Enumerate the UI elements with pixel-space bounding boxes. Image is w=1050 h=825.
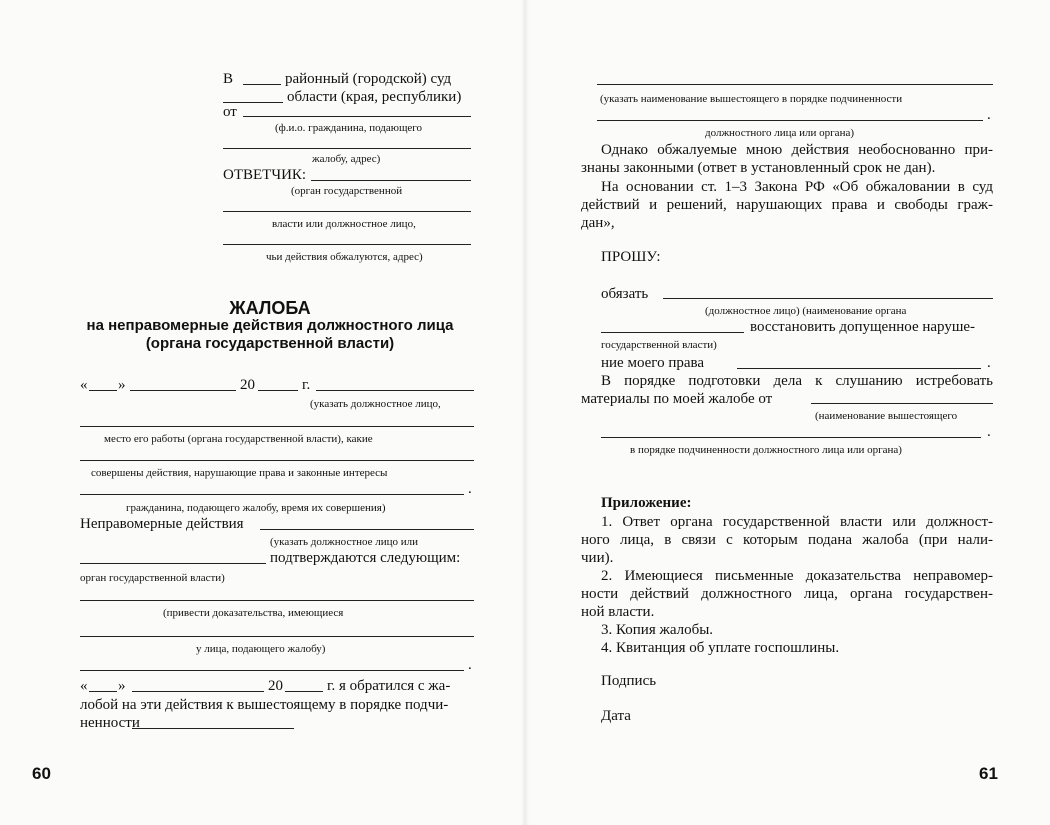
dot-r2: .	[987, 355, 991, 371]
caption-workplace: место его работы (органа государственной власти), какие	[104, 433, 373, 445]
quote2-close: »	[118, 678, 126, 694]
document-subtitle-2: (органа государственной власти)	[145, 335, 395, 352]
violation-field[interactable]	[737, 368, 981, 369]
appendix-item-1-line-3: чии).	[581, 550, 614, 566]
caption-subordination: в порядке подчиненности должностного лица или органа)	[630, 444, 902, 456]
caption-official: (указать должностное лицо,	[310, 398, 441, 410]
page-number-left: 60	[32, 764, 51, 783]
paragraph-3-line-1: В порядке подготовки дела к слушанию истребовать	[601, 373, 993, 389]
caption-whose: чьи действия обжалуются, адрес)	[266, 251, 423, 263]
appendix-item-2-line-3: ной власти.	[581, 604, 655, 620]
month-field[interactable]	[130, 390, 236, 391]
page-number-right: 61	[979, 764, 998, 783]
paragraph-3-line-2: материалы по моей жалобе от	[581, 391, 773, 407]
quote-close: »	[118, 377, 126, 393]
applicant-field[interactable]	[243, 116, 471, 117]
caption-committed: совершены действия, нарушающие права и законные интересы	[91, 467, 388, 479]
paragraph-1-line-1: Однако обжалуемые мною действия необоснованно при-	[601, 142, 993, 158]
evidence-field-3[interactable]	[80, 670, 464, 671]
document-subtitle: на неправомерные действия должностного лица	[86, 317, 454, 334]
caption-organ-power: орган государственной власти)	[80, 572, 225, 584]
header-region: области (края, республики)	[287, 89, 462, 105]
organ-field[interactable]	[601, 332, 744, 333]
applicant-field-2[interactable]	[223, 148, 471, 149]
appendix-item-1-line-1: 1. Ответ органа государственной власти или должност-	[601, 514, 993, 530]
day-field[interactable]	[89, 390, 117, 391]
evidence-field[interactable]	[80, 600, 474, 601]
header-from: от	[223, 104, 237, 120]
workplace-field[interactable]	[80, 426, 474, 427]
caption-at-person: у лица, подающего жалобу)	[196, 643, 326, 655]
right-page	[525, 0, 1050, 825]
restore-text: восстановить допущенное наруше-	[750, 319, 976, 335]
dot-r1: .	[987, 107, 991, 123]
appendix-item-2-line-2: ности действий должностного лица, органа государствен-	[581, 586, 993, 602]
quote-open: «	[80, 377, 88, 393]
appeal-year-prefix: 20	[268, 678, 283, 694]
dot-r3: .	[987, 424, 991, 440]
subordination-text: ненности	[80, 715, 140, 731]
appendix-item-1-line-2: ного лица, в связи с которым подана жалоба (при нали-	[581, 532, 993, 548]
oblige-field[interactable]	[663, 298, 993, 299]
appendix-item-4: 4. Квитанция об уплате госпошлины.	[601, 640, 840, 656]
violation-text: ние моего права	[601, 355, 705, 371]
document-title: ЖАЛОБА	[229, 298, 311, 318]
year-prefix: 20	[240, 377, 255, 393]
quote2-open: «	[80, 678, 88, 694]
header-v: В	[223, 71, 234, 87]
higher-authority-field[interactable]	[132, 728, 294, 729]
caption-official-organ: должностного лица или органа)	[705, 127, 854, 139]
caption-citizen: гражданина, подающего жалобу, время их совершения)	[126, 502, 386, 514]
respondent-field[interactable]	[311, 180, 471, 181]
caption-organ: (орган государственной	[291, 185, 403, 197]
signature-label: Подпись	[601, 673, 657, 689]
higher-official-field-2[interactable]	[597, 120, 983, 121]
materials-field-2[interactable]	[601, 437, 981, 438]
year-suffix: г.	[302, 377, 311, 393]
complaint-line: лобой на эти действия к вышестоящему в порядке подчи-	[80, 697, 449, 713]
official-field[interactable]	[316, 390, 474, 391]
respondent-field-3[interactable]	[223, 244, 471, 245]
request-heading: ПРОШУ:	[601, 249, 661, 265]
caption-power: власти или должностное лицо,	[272, 218, 416, 230]
caption-fio: (ф.и.о. гражданина, подающего	[275, 122, 423, 134]
appendix-item-3: 3. Копия жалобы.	[601, 622, 714, 638]
appendix-item-2-line-1: 2. Имеющиеся письменные доказательства неправомер-	[601, 568, 993, 584]
court-number-field[interactable]	[243, 84, 281, 85]
dot-2: .	[468, 657, 472, 673]
respondent-field-2[interactable]	[223, 211, 471, 212]
confirmed-field[interactable]	[80, 563, 266, 564]
materials-field[interactable]	[811, 403, 993, 404]
caption-higher: (указать наименование вышестоящего в порядке подчиненности	[600, 93, 903, 105]
caption-official-name: (должностное лицо) (наименование органа	[705, 305, 907, 317]
interests-field[interactable]	[80, 494, 464, 495]
dot-1: .	[468, 481, 472, 497]
caption-address: жалобу, адрес)	[312, 153, 381, 165]
paragraph-2-line-3: дан»,	[581, 215, 615, 231]
caption-evidence: (привести доказательства, имеющиеся	[163, 607, 344, 619]
header-court: районный (городской) суд	[285, 71, 452, 87]
appeal-year-field[interactable]	[285, 691, 323, 692]
appeal-month-field[interactable]	[132, 691, 264, 692]
unlawful-field[interactable]	[260, 529, 474, 530]
caption-official-or: (указать должностное лицо или	[270, 536, 419, 548]
caption-state-power: государственной власти)	[601, 339, 717, 351]
paragraph-2-line-2: действий и решений, нарушающих права и свободы граж-	[581, 197, 993, 213]
higher-official-field[interactable]	[597, 84, 993, 85]
unlawful-label: Неправомерные действия	[80, 516, 244, 532]
actions-field[interactable]	[80, 460, 474, 461]
paragraph-1-line-2: знаны законными (ответ в установленный срок не дан).	[581, 160, 936, 176]
confirmed-label: подтверждаются следующим:	[270, 550, 461, 566]
date-label: Дата	[601, 708, 631, 724]
caption-higher-name: (наименование вышестоящего	[815, 410, 958, 422]
appealed-text: г. я обратился с жа-	[327, 678, 451, 694]
paragraph-2-line-1: На основании ст. 1–3 Закона РФ «Об обжаловании в суд	[601, 179, 993, 195]
year-field[interactable]	[258, 390, 298, 391]
appeal-day-field[interactable]	[89, 691, 117, 692]
oblige-label: обязать	[601, 286, 649, 302]
evidence-field-2[interactable]	[80, 636, 474, 637]
appendix-heading: Приложение:	[601, 495, 692, 511]
respondent-label: ОТВЕТЧИК:	[223, 167, 307, 183]
